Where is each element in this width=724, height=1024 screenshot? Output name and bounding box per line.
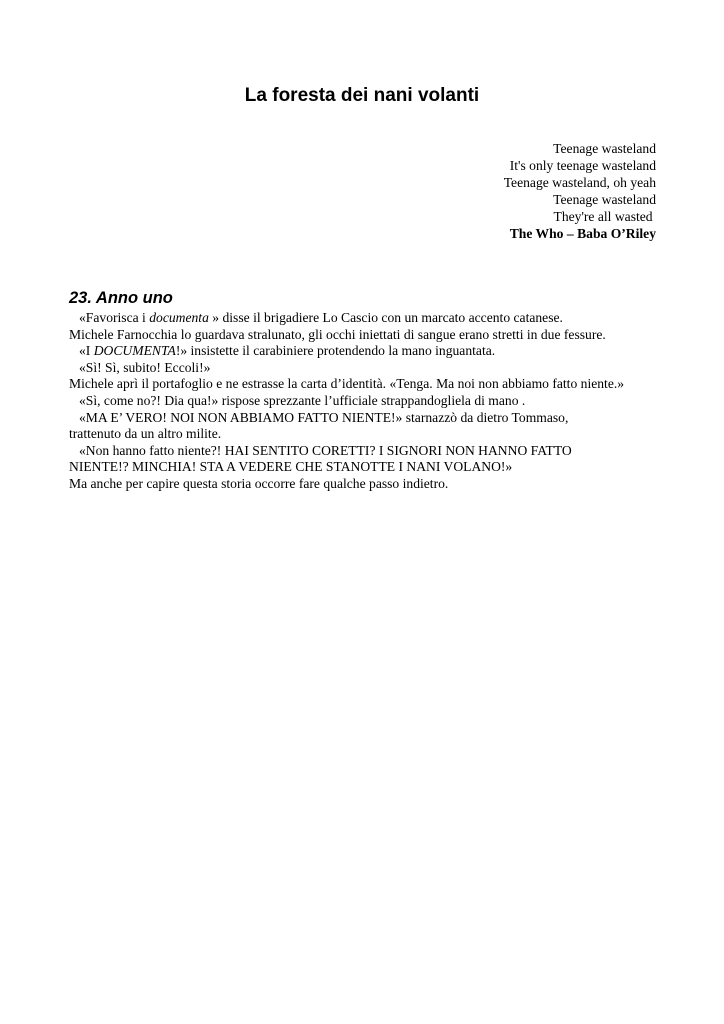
text-run: «Favorisca i: [79, 310, 150, 325]
italic-text-run: DOCUMENTA: [93, 343, 176, 359]
paragraph: «Sì, come no?! Dia qua!» rispose sprezzante l’ufficiale strappandogliela di mano .: [79, 392, 526, 408]
paragraph-line: trattenuto da un altro milite.: [69, 426, 222, 442]
document-title: La foresta dei nani volanti: [244, 85, 480, 106]
epigraph-attribution: The Who – Baba O’Riley: [509, 225, 656, 241]
paragraph-line: «Non hanno fatto niente?! HAI SENTITO CORETTI? I SIGNORI NON HANNO FATTO: [79, 442, 572, 458]
paragraph: [69, 310, 659, 327]
paragraph: [69, 343, 659, 360]
italic-text-run: documenta: [149, 310, 209, 325]
paragraph: Michele aprì il portafoglio e ne estrasse la carta d’identità. «Tenga. Ma noi non abbiamo fatto niente.»: [69, 376, 625, 392]
paragraph: Michele Farnocchia lo guardava stralunato, gli occhi iniettati di sangue erano stretti in due fessure.: [69, 326, 606, 342]
epigraph: [504, 141, 656, 242]
paragraph: Ma anche per capire questa storia occorre fare qualche passo indietro.: [69, 475, 449, 491]
epigraph-line: It's only teenage wasteland: [509, 157, 656, 173]
text-run: !» insistette il carabiniere protendendo la mano inguantata.: [175, 343, 496, 359]
text-run: «I: [79, 343, 94, 359]
epigraph-line: Teenage wasteland: [553, 141, 656, 156]
paragraph-line: NIENTE!? MINCHIA! STA A VEDERE CHE STANOTTE I NANI VOLANO!»: [69, 459, 513, 475]
epigraph-line: They're all wasted: [553, 208, 656, 224]
chapter-heading: 23. Anno uno: [69, 289, 173, 307]
chapter-body: [69, 310, 659, 493]
paragraph-line: «MA E’ VERO! NOI NON ABBIAMO FATTO NIENTE!» starnazzò da dietro Tommaso,: [79, 409, 569, 425]
epigraph-line: Teenage wasteland, oh yeah: [503, 174, 656, 190]
epigraph-line: Teenage wasteland: [553, 191, 656, 207]
text-run: » disse il brigadiere Lo Cascio con un marcato accento catanese.: [208, 310, 563, 325]
paragraph: «Sì! Sì, subito! Eccoli!»: [79, 359, 211, 375]
